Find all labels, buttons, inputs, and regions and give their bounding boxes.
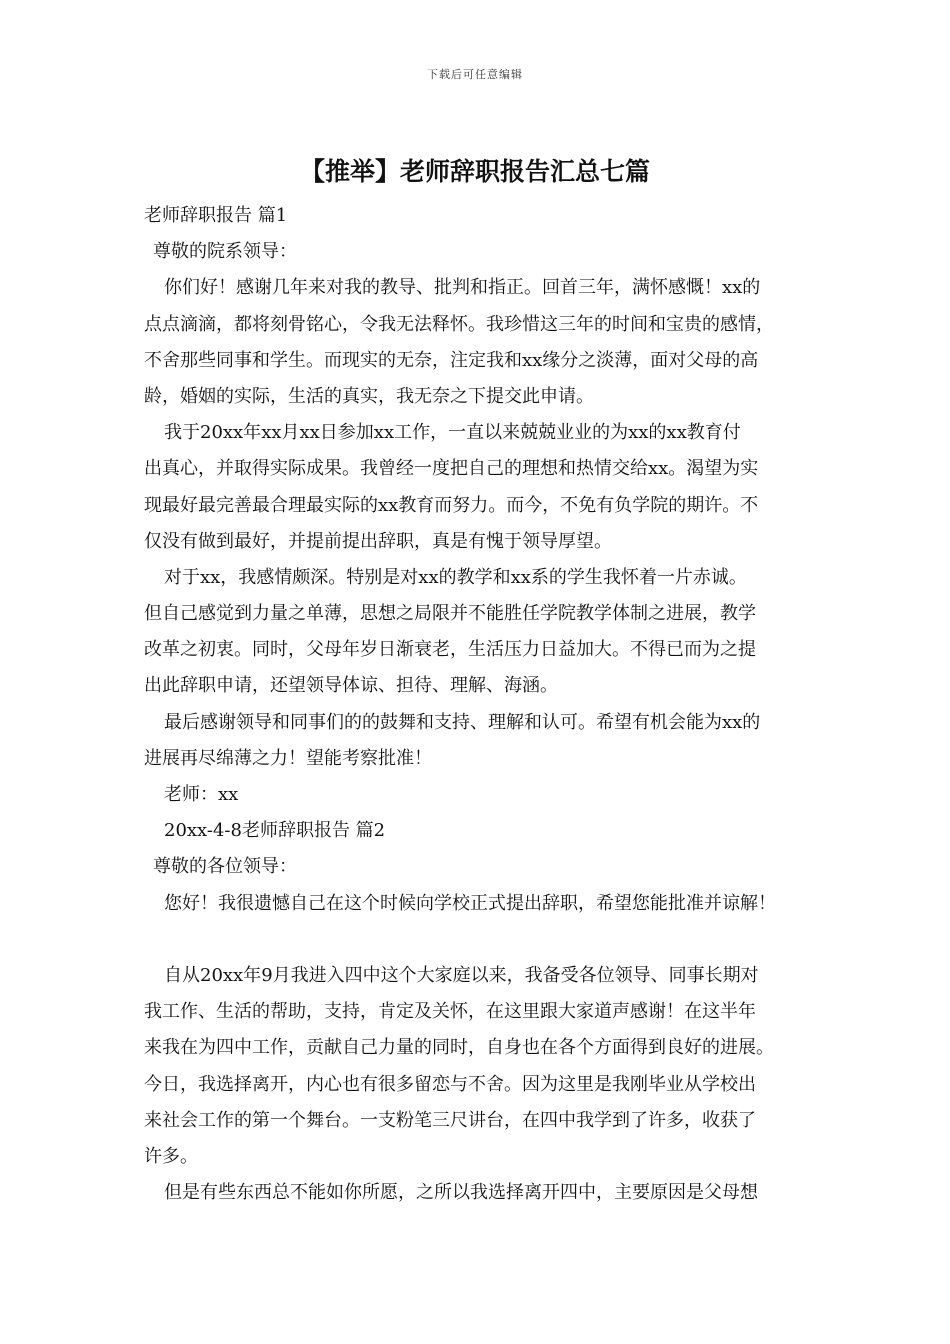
paragraph-line: 今日，我选择离开，内心也有很多留恋与不舍。因为这里是我刚毕业从学校出 [144,1073,756,1095]
paragraph-line: 仅没有做到最好，并提前提出辞职，真是有愧于领导厚望。 [144,530,612,552]
paragraph-line: 尊敬的各位领导： [153,856,297,878]
paragraph-line: 出此辞职申请，还望领导体谅、担待、理解、海涵。 [144,675,558,697]
paragraph-line: 出真心，并取得实际成果。我曾经一度把自己的理想和热情交给xx。渴望为实 [144,458,759,480]
page-header-note: 下载后可任意编辑 [427,68,523,81]
paragraph-line: 改革之初衷。同时，父母年岁日渐衰老，生活压力日益加大。不得已而为之提 [144,639,756,661]
paragraph-line: 但自己感觉到力量之单薄，思想之局限并不能胜任学院教学体制之进展，教学 [144,603,756,625]
paragraph-line: 您好！我很遗憾自己在这个时候向学校正式提出辞职，希望您能批准并谅解！ [164,892,776,914]
document-title: 【推举】老师辞职报告汇总七篇 [299,157,650,186]
paragraph-line: 来社会工作的第一个舞台。一支粉笔三尺讲台，在四中我学到了许多，收获了 [144,1109,756,1131]
paragraph-line: 老师辞职报告 篇1 [144,205,288,226]
paragraph-line: 尊敬的院系领导： [153,241,297,263]
document-body [144,198,824,1211]
paragraph-line: 点点滴滴，都将刻骨铭心，令我无法释怀。我珍惜这三年的时间和宝贵的感情， [144,313,774,335]
paragraph-line: 老师：xx [164,784,239,805]
paragraph-line: 龄，婚姻的实际，生活的真实，我无奈之下提交此申请。 [144,385,594,407]
paragraph-line: 来我在为四中工作，贡献自己力量的同时，自身也在各个方面得到良好的进展。 [144,1037,774,1059]
paragraph-line: 不舍那些同事和学生。而现实的无奈，注定我和xx缘分之淡薄，面对父母的高 [144,349,759,371]
paragraph-line: 但是有些东西总不能如你所愿，之所以我选择离开四中，主要原因是父母想 [164,1182,758,1204]
paragraph-line: 我工作、生活的帮助，支持，肯定及关怀，在这里跟大家道声感谢！在这半年 [144,1001,756,1023]
paragraph-line: 我于20xx年xx月xx日参加xx工作，一直以来兢兢业业的为xx的xx教育付 [164,422,741,444]
paragraph-line: 进展再尽绵薄之力！望能考察批准！ [144,747,432,769]
paragraph-line: 自从20xx年9月我进入四中这个大家庭以来，我备受各位领导、同事长期对 [164,964,759,986]
paragraph-line: 你们好！感谢几年来对我的教导、批判和指正。回首三年，满怀感慨！xx的 [164,277,761,299]
paragraph-line: 现最好最完善最合理最实际的xx教育而努力。而今，不免有负学院的期许。不 [144,494,759,516]
paragraph-line: 许多。 [144,1145,198,1167]
paragraph-line: 最后感谢领导和同事们的的鼓舞和支持、理解和认可。希望有机会能为xx的 [164,711,761,733]
paragraph-line: 对于xx，我感情颇深。特别是对xx的教学和xx系的学生我怀着一片赤诚。 [164,566,747,588]
paragraph-line: 20xx-4-8老师辞职报告 篇2 [164,820,386,842]
blank-line [144,922,824,958]
